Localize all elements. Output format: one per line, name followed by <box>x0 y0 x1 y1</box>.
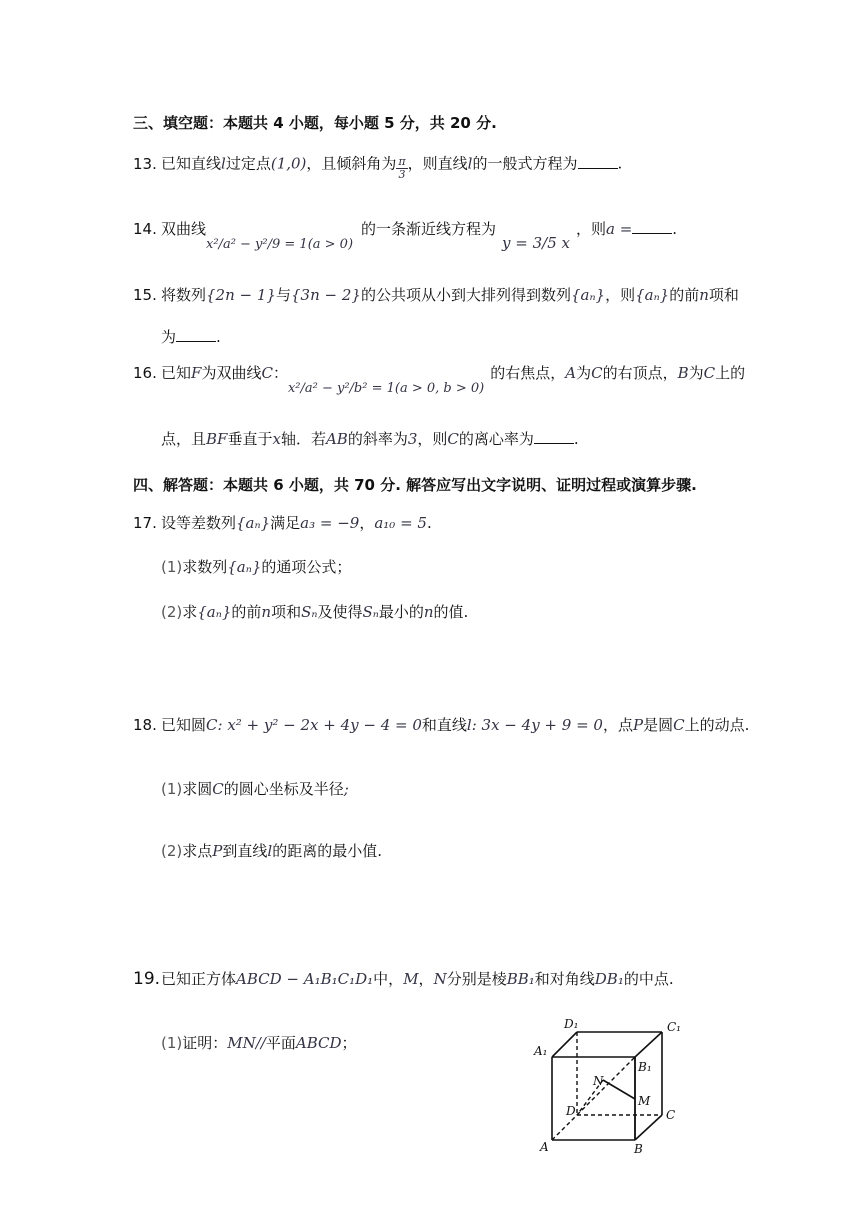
answer-blank <box>176 327 216 342</box>
math-condition-1: a₃ = −9 <box>300 514 360 532</box>
question-19-part-1: (1)证明：MN//平面ABCD； <box>161 1034 357 1052</box>
text: ，且倾斜角为 <box>306 154 397 173</box>
math-hyperbola: x²/a² − y²/b² = 1(a > 0, b > 0) <box>287 381 485 396</box>
question-number: 17. <box>133 514 157 532</box>
math-a: a = <box>606 220 633 238</box>
question-18: 18. 已知圆C: x² + y² − 2x + 4y − 4 = 0和直线l: 3x − 4y + 9 = 0，点P是圆C上的动点. <box>133 716 750 734</box>
math-an: {aₙ} <box>236 514 271 532</box>
question-17: 17. 设等差数列{aₙ}满足a₃ = −9，a₁₀ = 5. <box>133 514 432 532</box>
answer-blank <box>534 429 574 444</box>
label-D1: D₁ <box>564 1017 579 1031</box>
label-N: N <box>593 1074 604 1088</box>
section-4-heading: 四、解答题：本题共 6 小题，共 70 分. 解答应写出文字说明、证明过程或演算步骤. <box>133 476 697 494</box>
question-18-part-2: (2)求点P到直线l的距离的最小值. <box>161 842 382 860</box>
question-13: 13. 已知直线l过定点(1,0)，且倾斜角为 $\frac{\pi}{3}$，则直线l的一般式方程为 . <box>133 154 623 181</box>
question-17-part-2: (2)求{aₙ}的前n项和Sₙ及使得Sₙ最小的n的值. <box>161 603 469 621</box>
text: 已知直线 <box>161 154 222 173</box>
answer-blank <box>578 154 618 169</box>
question-14: 14. 双曲线x²/a² − y²/9 = 1(a > 0)的一条渐近线方程为y = 3/5 x，则a = . <box>133 220 678 252</box>
math-C: C <box>261 364 273 382</box>
section-3-heading: 三、填空题：本题共 4 小题，每小题 5 分，共 20 分. <box>133 114 497 132</box>
math-BF: BF <box>206 430 228 448</box>
math-line: l: 3x − 4y + 9 = 0 <box>466 716 603 734</box>
label-D: D <box>566 1104 576 1118</box>
question-16: 16. 已知F为双曲线C：x²/a² − y²/b² = 1(a > 0, b > 0)的右焦点，A为C的右顶点，B为C上的 <box>133 364 746 396</box>
math-cube: ABCD − A₁B₁C₁D₁ <box>236 970 374 988</box>
math-l: l <box>467 154 473 173</box>
math-n: n <box>699 286 709 304</box>
label-B1: B₁ <box>638 1060 652 1074</box>
label-M: M <box>638 1094 651 1108</box>
math-x: x <box>272 430 281 448</box>
math-AB: AB <box>325 430 348 448</box>
answer-blank <box>632 219 672 234</box>
text: ，则直线 <box>407 154 468 173</box>
question-number: 19. <box>133 969 161 989</box>
question-number: 16. <box>133 364 157 382</box>
text: 的一般式方程为 <box>472 154 578 173</box>
math-l: l <box>221 154 226 173</box>
math-seq1: {2n − 1} <box>206 286 276 304</box>
math-angle-fraction: $\frac{\pi}{3}$ <box>398 155 406 181</box>
question-16-cont: 点，且BF垂直于x轴．若AB的斜率为3，则C的离心率为 . <box>161 430 579 448</box>
cube-figure <box>530 1015 700 1160</box>
math-an: {aₙ} <box>635 286 670 304</box>
question-number: 15. <box>133 286 157 304</box>
label-A: A <box>540 1140 549 1154</box>
question-number: 13. <box>133 154 157 173</box>
math-B: B <box>677 364 689 382</box>
math-condition-2: a₁₀ = 5 <box>374 514 427 532</box>
question-number: 18. <box>133 716 157 734</box>
text: 过定点 <box>225 154 271 173</box>
question-15: 15. 将数列{2n − 1}与{3n − 2}的公共项从小到大排列得到数列{aₙ}，则{aₙ}的前n项和 <box>133 286 739 304</box>
math-point: (1,0) <box>270 154 307 173</box>
question-number: 14. <box>133 220 157 238</box>
label-C1: C₁ <box>667 1020 681 1034</box>
math-an: {aₙ} <box>570 286 606 304</box>
question-19: 19.已知正方体ABCD − A₁B₁C₁D₁中，M，N分别是棱BB₁和对角线DB₁的中点. <box>133 969 674 989</box>
label-B: B <box>634 1142 643 1156</box>
label-C: C <box>666 1108 676 1122</box>
math-hyperbola: x²/a² − y²/9 = 1(a > 0) <box>206 237 354 252</box>
question-18-part-1: (1)求圆C的圆心坐标及半径; <box>161 780 349 798</box>
question-15-cont: 为 . <box>161 328 221 346</box>
label-A1: A₁ <box>534 1044 548 1058</box>
question-17-part-1: (1)求数列{aₙ}的通项公式； <box>161 558 352 576</box>
math-3: 3 <box>407 430 418 448</box>
math-F: F <box>191 364 202 382</box>
math-asymptote: y = 3/5 x <box>502 234 570 252</box>
math-circle: C: x² + y² − 2x + 4y − 4 = 0 <box>206 716 422 734</box>
math-seq2: {3n − 2} <box>290 286 361 304</box>
math-A: A <box>565 364 577 382</box>
